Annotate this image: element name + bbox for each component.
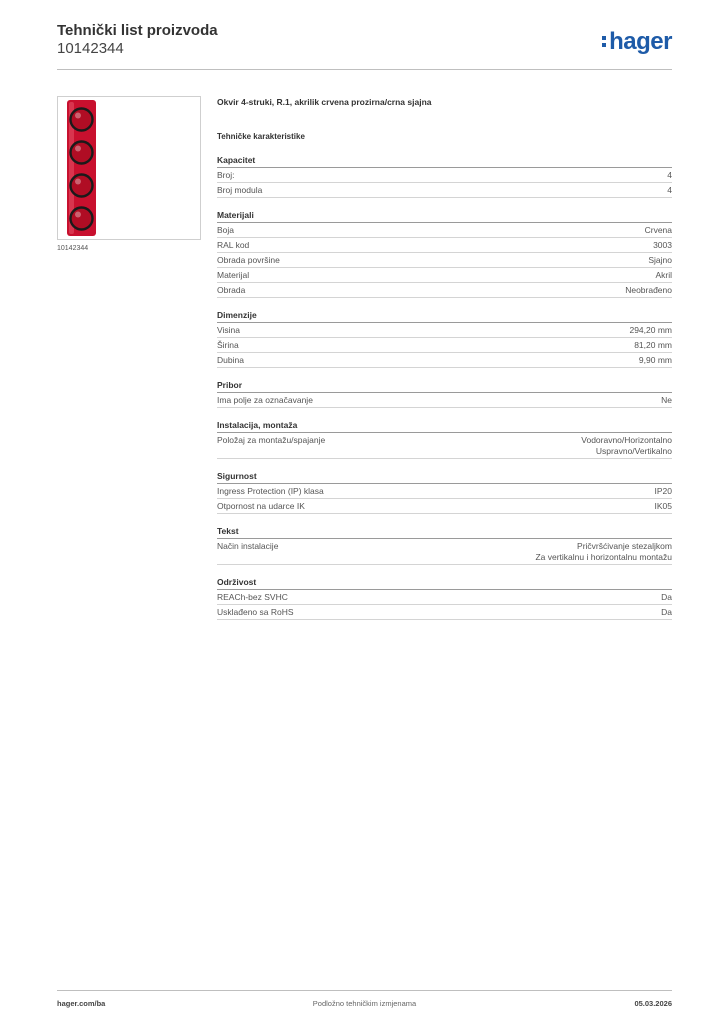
spec-value-line: Akril	[655, 270, 672, 280]
group-title: Dimenzije	[217, 307, 672, 323]
spec-label: Dubina	[217, 355, 244, 365]
group-title: Materijali	[217, 207, 672, 223]
spec-label: Broj:	[217, 170, 235, 180]
frame-opening-highlight	[75, 146, 81, 152]
spec-value-line: Vodoravno/Horizontalno	[581, 435, 672, 445]
document-title: Tehnički list proizvoda	[57, 22, 218, 39]
spec-value	[639, 355, 672, 366]
spec-row	[217, 539, 672, 565]
spec-label: Ima polje za označavanje	[217, 395, 313, 405]
spec-row	[217, 484, 672, 499]
spec-row	[217, 168, 672, 183]
spec-value	[655, 501, 673, 512]
spec-label: Broj modula	[217, 185, 263, 195]
frame-opening	[71, 142, 93, 164]
spec-row	[217, 605, 672, 620]
spec-value	[581, 435, 672, 457]
group-title: Održivost	[217, 574, 672, 590]
spec-value-line: 294,20 mm	[629, 325, 672, 335]
frame-opening	[71, 109, 93, 131]
spec-label: Obrada površine	[217, 255, 280, 265]
spec-row	[217, 590, 672, 605]
group-title: Instalacija, montaža	[217, 417, 672, 433]
spec-value	[661, 395, 672, 406]
spec-value-line: Da	[661, 592, 672, 602]
footer-website[interactable]: hager.com/ba	[57, 999, 106, 1008]
spec-label: Otpornost na udarce IK	[217, 501, 305, 511]
frame-opening	[71, 175, 93, 197]
frame-opening-highlight	[75, 179, 81, 185]
spec-value	[653, 240, 672, 251]
spec-group	[217, 152, 672, 198]
spec-row	[217, 338, 672, 353]
spec-value-line: 3003	[653, 240, 672, 250]
hager-logo	[602, 28, 672, 56]
product-name: Okvir 4-struki, R.1, akrilik crvena prozirna/crna sjajna	[217, 97, 432, 107]
spec-label: Materijal	[217, 270, 250, 280]
page-footer	[57, 990, 672, 1014]
spec-value	[661, 592, 672, 603]
spec-row	[217, 238, 672, 253]
footer-notice: Podložno tehničkim izmjenama	[312, 999, 417, 1008]
spec-content	[217, 96, 672, 620]
spec-group	[217, 523, 672, 565]
spec-group	[217, 417, 672, 459]
spec-value-line: Pričvršćivanje stezaljkom	[577, 541, 672, 551]
spec-value	[625, 285, 672, 296]
footer-date: 05.03.2026	[634, 999, 672, 1008]
spec-value	[629, 325, 672, 336]
spec-value	[535, 541, 672, 563]
frame-opening-highlight	[75, 212, 81, 218]
spec-value	[648, 255, 672, 266]
product-frame-illustration	[58, 97, 200, 239]
section-label: Tehničke karakteristike	[217, 132, 305, 141]
spec-row	[217, 183, 672, 198]
spec-group	[217, 468, 672, 514]
spec-value-line: 4	[667, 185, 672, 195]
spec-group	[217, 307, 672, 368]
spec-value-line: 4	[667, 170, 672, 180]
spec-value-line: 81,20 mm	[634, 340, 672, 350]
spec-value-line: Uspravno/Vertikalno	[595, 446, 672, 456]
spec-label: Širina	[217, 340, 239, 350]
frame-opening	[71, 208, 93, 230]
page-header	[57, 22, 672, 70]
spec-row	[217, 223, 672, 238]
spec-value-line: IP20	[654, 486, 672, 496]
spec-value-line: Ne	[661, 395, 672, 405]
spec-row	[217, 353, 672, 368]
spec-groups	[217, 152, 672, 620]
spec-row	[217, 499, 672, 514]
spec-label: Ingress Protection (IP) klasa	[217, 486, 324, 496]
spec-label: Obrada	[217, 285, 246, 295]
spec-label: Način instalacije	[217, 541, 279, 551]
spec-label: RAL kod	[217, 240, 250, 250]
spec-value-line: Da	[661, 607, 672, 617]
spec-value-line: Sjajno	[648, 255, 672, 265]
spec-value-line: IK05	[654, 501, 672, 511]
spec-group	[217, 207, 672, 298]
document-number: 10142344	[57, 40, 124, 57]
spec-label: Boja	[217, 225, 235, 235]
spec-group	[217, 377, 672, 408]
product-image	[57, 96, 201, 240]
spec-group	[217, 574, 672, 620]
spec-value	[634, 340, 672, 351]
spec-label: Usklađeno sa RoHS	[217, 607, 294, 617]
logo-text: hager	[609, 28, 672, 55]
logo-dots-icon	[602, 36, 607, 50]
spec-row	[217, 268, 672, 283]
spec-value-line: Za vertikalnu i horizontalnu montažu	[535, 552, 672, 562]
spec-value	[655, 270, 672, 281]
spec-row	[217, 283, 672, 298]
spec-value	[645, 225, 672, 236]
spec-value	[661, 607, 672, 618]
group-title: Kapacitet	[217, 152, 672, 168]
frame-opening-highlight	[75, 113, 81, 119]
group-title: Tekst	[217, 523, 672, 539]
group-title: Pribor	[217, 377, 672, 393]
spec-value-line: 9,90 mm	[638, 355, 672, 365]
spec-value	[655, 486, 673, 497]
group-title: Sigurnost	[217, 468, 672, 484]
spec-row	[217, 433, 672, 459]
spec-value	[667, 185, 672, 196]
spec-value-line: Crvena	[644, 225, 672, 235]
spec-label: Položaj za montažu/spajanje	[217, 435, 326, 445]
spec-label: Visina	[217, 325, 240, 335]
spec-row	[217, 253, 672, 268]
product-image-caption: 10142344	[57, 245, 89, 252]
spec-row	[217, 393, 672, 408]
spec-row	[217, 323, 672, 338]
spec-label: REACh-bez SVHC	[217, 592, 288, 602]
spec-value	[667, 170, 672, 181]
spec-value-line: Neobrađeno	[625, 285, 672, 295]
